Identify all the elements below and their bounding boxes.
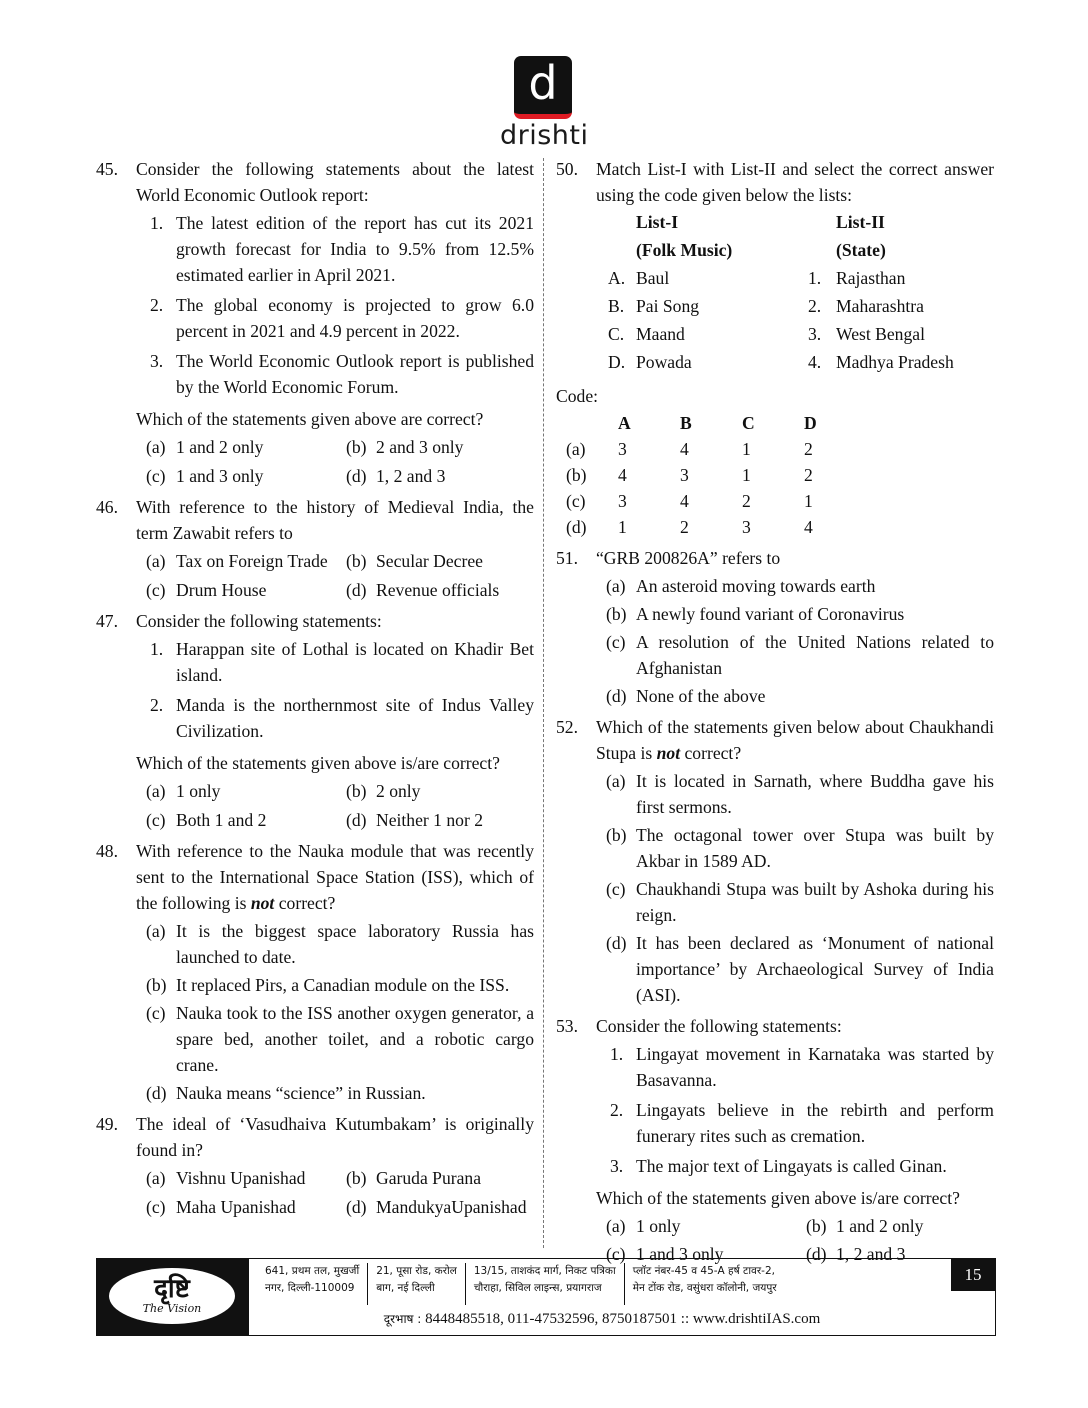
statement: 1. Harappan site of Lothal is located on Khadir Bet island. (150, 639, 534, 685)
question-text: With reference to the history of Medieval India, the term Zawabit refers to (136, 497, 534, 543)
option-b: (b) 2 only (346, 781, 421, 801)
match-lists (596, 208, 994, 376)
option-b: (b) 1 and 2 only (806, 1216, 924, 1236)
list1-subtitle: (Folk Music) (636, 240, 733, 260)
statement: 2. Lingayats believe in the rebirth and perform funerary rites such as cremation. (610, 1100, 994, 1146)
question-52 (556, 714, 994, 1008)
option-a: (a) Tax on Foreign Trade (146, 551, 328, 571)
option-b: (b) Secular Decree (346, 551, 483, 571)
question-number: 48. (96, 841, 118, 861)
phone-label: दूरभाष : (383, 1312, 422, 1326)
option-b: (b) A newly found variant of Coronavirus (606, 604, 905, 624)
question-number: 51. (556, 548, 578, 568)
question-49 (96, 1111, 534, 1220)
list2-subtitle: (State) (836, 240, 886, 260)
option-d: (d) None of the above (606, 686, 766, 706)
option-b: (b) It replaced Pirs, a Canadian module on the ISS. (146, 975, 510, 995)
right-column (556, 156, 994, 1272)
left-column (96, 156, 534, 1225)
page-footer (96, 1258, 996, 1336)
code-row: (a) 3 4 1 2 (566, 439, 813, 459)
option-d: (d) MandukyaUpanishad (346, 1197, 527, 1217)
question-number: 46. (96, 497, 118, 517)
code-row: (b) 4 3 1 2 (566, 465, 813, 485)
question-text: “GRB 200826A” refers to (596, 548, 781, 568)
option-a: (a) 1 only (146, 781, 221, 801)
option-b: (b) 2 and 3 only (346, 437, 464, 457)
option-c: (c) 1 and 3 only (606, 1244, 724, 1264)
option-c: (c) Drum House (146, 580, 267, 600)
question-number: 45. (96, 159, 118, 179)
question-46 (96, 494, 534, 603)
statement: 1. Lingayat movement in Karnataka was started by Basavanna. (610, 1044, 994, 1090)
footer-tagline: The Vision (142, 1302, 202, 1315)
list-row: A. Baul 1. Rajasthan (608, 268, 906, 288)
question-number: 47. (96, 611, 118, 631)
list1-title: List-I (636, 212, 679, 232)
option-a: (a) Vishnu Upanishad (146, 1168, 306, 1188)
statement: 2. Manda is the northernmost site of Indus Valley Civilization. (150, 695, 534, 741)
address: 13/15, ताशकंद मार्ग, निकट पत्रिका चौराहा, सिविल लाइन्स, प्रयागराज (466, 1263, 625, 1305)
question-number: 53. (556, 1016, 578, 1036)
question-45 (96, 156, 534, 489)
address: प्लॉट नंबर-45 व 45-A हर्ष टावर-2, मेन टोंक रोड, वसुंधरा कॉलोनी, जयपुर (632, 1265, 777, 1294)
list2-title: List-II (836, 212, 885, 232)
question-text: Consider the following statements about the latest World Economic Outlook report: (136, 159, 534, 205)
question-ask: Which of the statements given above is/are correct? (596, 1188, 960, 1208)
code-label: Code: (556, 386, 599, 406)
question-number: 50. (556, 159, 578, 179)
question-50 (556, 156, 994, 540)
list-row: C. Maand 3. West Bengal (608, 324, 925, 344)
statement: 3. The World Economic Outlook report is published by the World Economic Forum. (150, 351, 534, 397)
question-text: With reference to the Nauka module that was recently sent to the International Space Station (ISS), which of the following is not correct? (136, 841, 534, 913)
address: 641, प्रथम तल, मुखर्जी नगर, दिल्ली-110009 (257, 1263, 368, 1305)
option-d: (d) Revenue officials (346, 580, 500, 600)
option-a: (a) An asteroid moving towards earth (606, 576, 876, 596)
footer-logo (97, 1259, 249, 1335)
option-d: (d) It has been declared as ‘Monument of national importance’ by Archaeological Survey of India (ASI). (606, 933, 994, 1005)
question-51 (556, 545, 994, 709)
question-number: 49. (96, 1114, 118, 1134)
option-b: (b) The octagonal tower over Stupa was built by Akbar in 1589 AD. (606, 825, 994, 871)
emphasis-not: not (250, 893, 275, 913)
question-number: 52. (556, 717, 578, 737)
question-ask: Which of the statements given above is/are correct? (136, 753, 500, 773)
option-c: (c) Both 1 and 2 (146, 810, 267, 830)
logo-mark (514, 56, 572, 119)
list-row: D. Powada 4. Madhya Pradesh (608, 352, 954, 372)
emphasis-not: not (656, 743, 681, 763)
logo-brand-text: drishti (500, 120, 589, 151)
question-text: Consider the following statements: (136, 611, 382, 631)
option-b: (b) Garuda Purana (346, 1168, 482, 1188)
code-row: (c) 3 4 2 1 (566, 491, 813, 511)
statement: 3. The major text of Lingayats is called Ginan. (610, 1156, 947, 1176)
question-text: The ideal of ‘Vasudhaiva Kutumbakam’ is originally found in? (136, 1114, 534, 1160)
option-d: (d) 1, 2 and 3 (346, 466, 446, 486)
question-48 (96, 838, 534, 1106)
question-text: Match List-I with List-II and select the correct answer using the code given below the lists: (596, 159, 994, 205)
page-number: 15 (951, 1259, 995, 1291)
code-row: (d) 1 2 3 4 (566, 517, 813, 537)
question-text: Consider the following statements: (596, 1016, 842, 1036)
option-c: (c) Nauka took to the ISS another oxygen generator, a spare bed, another toilet, and a robotic cargo crane. (146, 1003, 534, 1075)
question-ask: Which of the statements given above are correct? (136, 409, 484, 429)
option-a: (a) 1 only (606, 1216, 681, 1236)
statement: 2. The global economy is projected to grow 6.0 percent in 2021 and 4.9 percent in 2022. (150, 295, 534, 341)
footer-brand: दृष्टि (154, 1274, 190, 1304)
option-c: (c) Maha Upanishad (146, 1197, 296, 1217)
option-d: (d) Neither 1 nor 2 (346, 810, 483, 830)
option-c: (c) Chaukhandi Stupa was built by Ashoka during his reign. (606, 879, 994, 925)
list-row: B. Pai Song 2. Maharashtra (608, 296, 924, 316)
footer-contact (257, 1309, 947, 1329)
drishti-logo (500, 56, 589, 151)
option-c: (c) A resolution of the United Nations related to Afghanistan (606, 632, 994, 678)
address: 21, पूसा रोड, करोल बाग, नई दिल्ली (368, 1263, 466, 1305)
option-c: (c) 1 and 3 only (146, 466, 264, 486)
column-divider (543, 158, 544, 1248)
answer-code-table: A B C D (a) 3 4 1 2 (b) 4 3 1 2 (c) 3 4 2 1 (d) 1 2 3 4 (556, 410, 866, 540)
option-d: (d) 1, 2 and 3 (806, 1244, 906, 1264)
option-a: (a) 1 and 2 only (146, 437, 264, 457)
question-53 (556, 1013, 994, 1267)
option-d: (d) Nauka means “science” in Russian. (146, 1083, 426, 1103)
option-a: (a) It is the biggest space laboratory Russia has launched to date. (146, 921, 534, 967)
phone-numbers: 8448485518, 011-47532596, 8750187501 :: www.drishtiIAS.com (425, 1311, 821, 1327)
question-text: Which of the statements given below about Chaukhandi Stupa is not correct? (596, 717, 994, 763)
footer-addresses (257, 1263, 947, 1305)
option-a: (a) It is located in Sarnath, where Buddha gave his first sermons. (606, 771, 994, 817)
statement: 1. The latest edition of the report has cut its 2021 growth forecast for India to 9.5% from 12.5% estimated earlier in April 2021. (150, 213, 534, 285)
logo-letter: d (528, 56, 558, 110)
question-47 (96, 608, 534, 833)
